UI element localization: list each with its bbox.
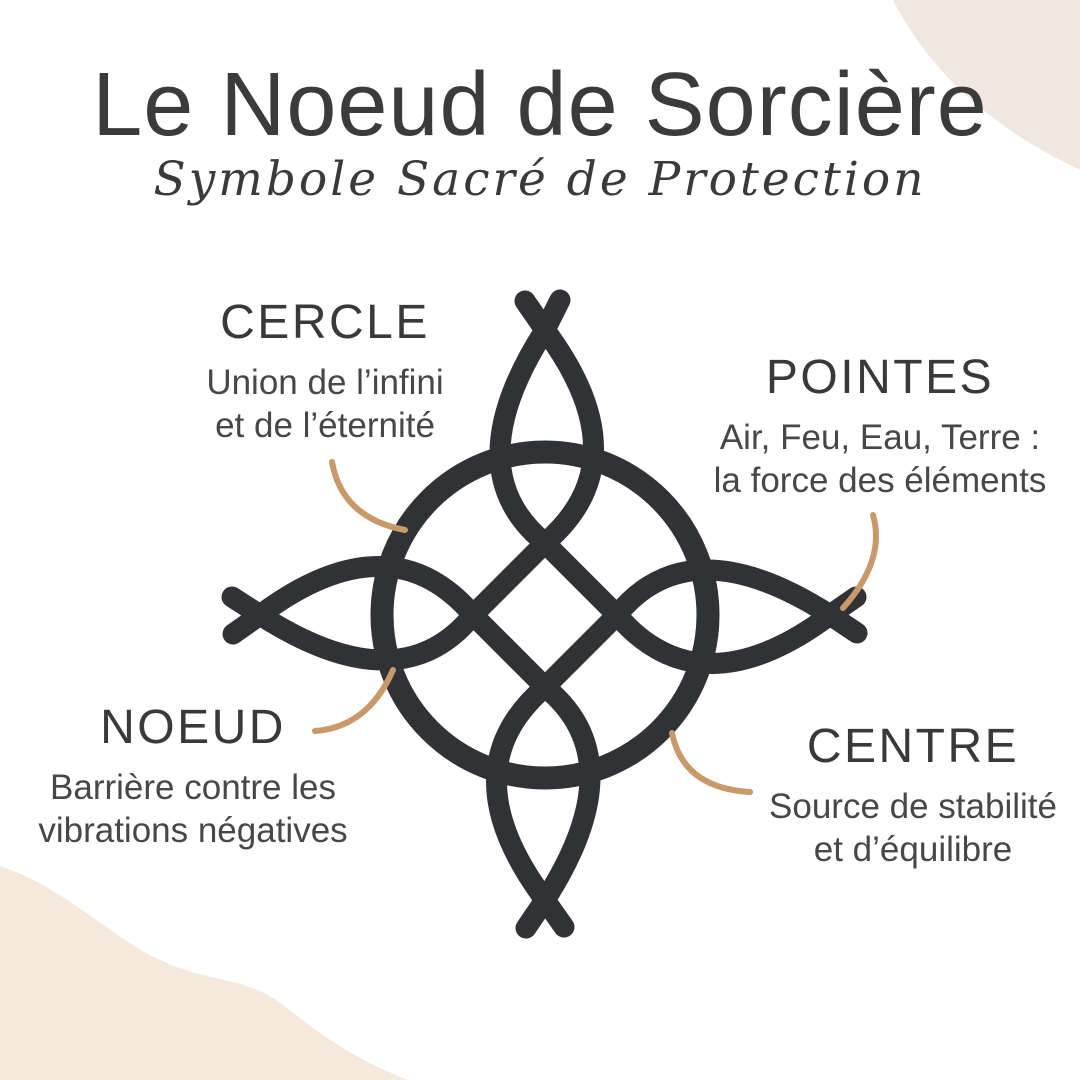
section-cercle-line2: et de l’éternité [215, 405, 435, 445]
section-noeud-line1: Barrière contre les [50, 768, 336, 807]
page-subtitle: Symbole Sacré de Protection [153, 152, 927, 207]
section-pointes [640, 350, 1080, 502]
page-title: Le Noeud de Sorcière [92, 55, 988, 155]
section-noeud-description [0, 767, 433, 852]
section-centre-line1: Source de stabilité [769, 787, 1057, 826]
section-centre-label: CENTRE [806, 720, 1020, 773]
section-noeud-label: NOEUD [100, 701, 286, 754]
section-cercle-description [85, 362, 565, 447]
section-centre [673, 719, 1080, 871]
section-pointes-label: POINTES [765, 351, 995, 404]
section-centre-description [673, 786, 1080, 871]
section-pointes-line2: la force des éléments [713, 460, 1047, 500]
section-noeud [0, 700, 433, 852]
connector-cercle [332, 462, 405, 530]
section-pointes-line1: Air, Feu, Eau, Terre : [719, 418, 1041, 457]
section-noeud-line2: vibrations négatives [38, 810, 348, 850]
section-cercle [85, 295, 565, 447]
section-centre-line2: et d’équilibre [813, 829, 1013, 869]
section-pointes-description [640, 417, 1080, 502]
section-cercle-label: CERCLE [220, 296, 430, 349]
corner-blob-bottom-left [0, 866, 408, 1080]
section-cercle-line1: Union de l’infini [206, 363, 444, 402]
